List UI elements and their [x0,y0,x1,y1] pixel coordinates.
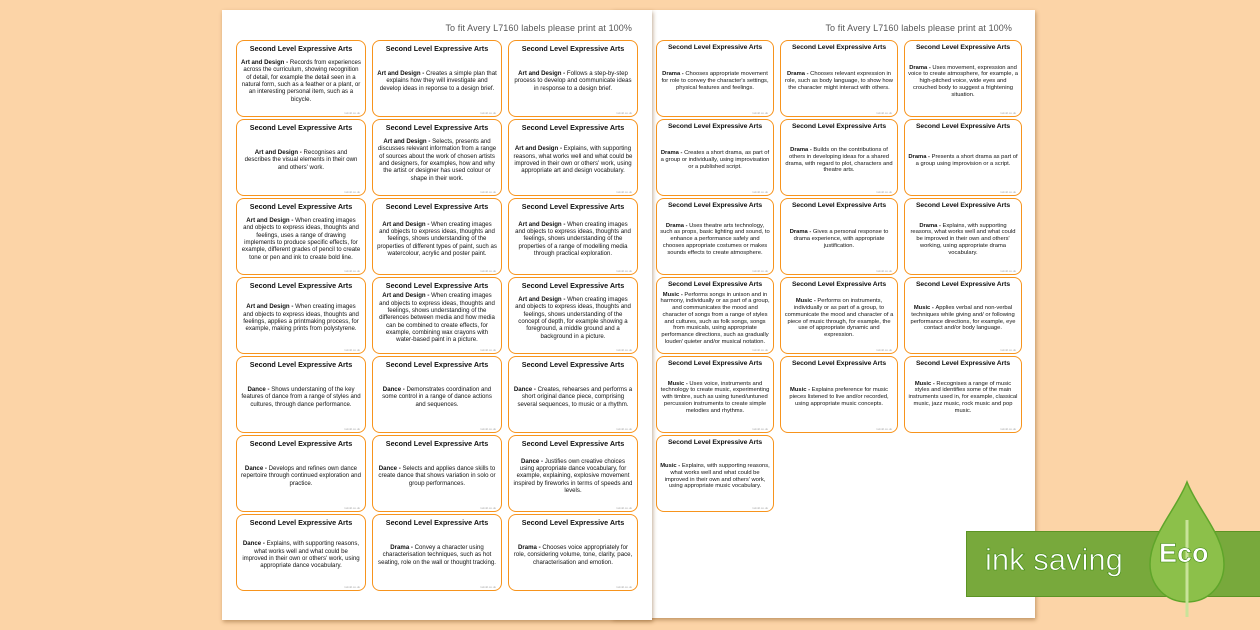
card-subject: Dance [382,386,402,394]
card-subject: Drama [662,71,681,78]
card-title: Second Level Expressive Arts [791,44,887,51]
card-subject: Art and Design [377,70,421,78]
card-title: Second Level Expressive Arts [667,202,763,209]
label-card [656,356,774,433]
label-card [508,277,638,354]
card-footer: twinkl.co.uk [616,585,632,589]
card-body: Music - Performs on instruments, individually or as part of a group, to communicate the mood and character of a piece of music through, for example, the use of appropriate dynamic and expression. [784,298,894,338]
label-card [236,356,366,433]
label-card [656,198,774,275]
label-card [372,435,502,512]
card-body: Dance - Demonstrates coordination and some control in a range of dance actions and sequences. [382,386,492,408]
card-title: Second Level Expressive Arts [521,439,625,448]
card-subject: Music [662,291,680,298]
card-footer: twinkl.co.uk [876,427,892,431]
label-card [656,40,774,117]
card-subject: Dance [242,540,262,548]
card-text: Creates a short drama, as part of a group or individually, using improvisation or a published script. [660,150,770,170]
label-card [508,514,638,591]
label-card [508,198,638,275]
card-text: Demonstrates coordination and some control in a range of dance actions and sequences. [382,386,492,408]
card-subject: Art and Design [383,138,427,146]
card-text: Creates, rehearses and performs a short original dance piece, comprising several sequences, to music or a rhythm. [517,386,633,408]
card-title: Second Level Expressive Arts [521,360,625,369]
card-body: Art and Design - When creating images and objects to express ideas, thoughts and feelings, applies a printmaking process, for example, making prints from polystyrene. [243,303,359,333]
card-body: Drama - Uses theatre arts technology, such as props, basic lighting and sound, to enhance a performance safely and chooses appropriate costumes or makes sounds effects to create atmosphere. [660,222,770,256]
card-footer: twinkl.co.uk [480,427,496,431]
card-body: Art and Design - Creates a simple plan that explains how they will investigate and develop ideas in reponse to a design brief. [377,70,497,92]
card-subject: Music [913,305,931,312]
label-card [904,356,1022,433]
card-body: Dance - Explains, with supporting reasons, what works well and what could be improved in their own or others' work, using appropriate dance vocabulary. [242,540,360,570]
label-card [236,40,366,117]
card-subject: Music [914,380,932,387]
card-title: Second Level Expressive Arts [667,44,763,51]
card-subject: Art and Design [241,59,285,67]
back-page [612,10,1035,618]
card-title: Second Level Expressive Arts [521,518,625,527]
card-footer: twinkl.co.uk [1000,269,1016,273]
card-footer: twinkl.co.uk [616,348,632,352]
card-footer: twinkl.co.uk [616,269,632,273]
card-text: Explains, with supporting reasons, what works well and what could be improved in their own or others' work, using appropriate dance vocabulary. [242,540,360,570]
card-subject: Drama [919,222,938,229]
card-subject: Music [660,463,677,470]
card-body: Drama - Chooses relevant expression in role, such as body language, to show how the character might interact with others. [785,71,893,91]
card-text: Presents a short drama as part of a group using improvision or a script. [915,153,1018,167]
card-text: When creating images and objects to express ideas, thoughts and feelings, shows understanding of the properties of different types of paint, such as watercolour, acrylic and poster paint. [377,220,497,257]
card-footer: twinkl.co.uk [344,506,360,510]
card-body: Art and Design - Records from experiences across the curriculum, showing recognition of detail, for example the detail seen in a natural form, such as a feather or a plant, or an interesting personal item, such as a bicycle. [241,59,361,103]
eco-label: Eco [1159,538,1209,568]
label-card [656,435,774,512]
eco-leaf-badge [1148,480,1226,620]
card-body: Art and Design - When creating images and objects to express ideas, thoughts and feelings, uses a range of drawing implements to produce specific effects, for example, different grades of pencil to create tone or pen and ink to create bold line. [241,217,361,261]
card-title: Second Level Expressive Arts [249,360,353,369]
card-footer: twinkl.co.uk [1000,348,1016,352]
card-text: Explains, with supporting reasons, what works well and what could be improved in their own and others' work, using appropriate music vocabulary. [664,463,770,490]
card-subject: Dance [244,465,264,473]
card-title: Second Level Expressive Arts [385,281,489,290]
card-subject: Music [790,387,807,394]
card-title: Second Level Expressive Arts [385,360,489,369]
card-footer: twinkl.co.uk [480,506,496,510]
label-card [780,356,898,433]
card-text: Gives a personal response to drama experience, with appropriate justification. [793,229,889,249]
card-body: Music - Explains preference for music pieces listened to live and/or recorded, using appropriate music concepts. [789,387,889,407]
card-subject: Art and Design [518,70,562,78]
card-text: When creating images and objects to express ideas, thoughts and feelings, shows understanding of the differences between media and how media can be combined to create effects, for example, combining wax crayons with water-based paint in a picture. [379,292,495,344]
card-title: Second Level Expressive Arts [915,44,1011,51]
card-title: Second Level Expressive Arts [249,439,353,448]
card-subject: Dance [378,465,398,473]
card-footer: twinkl.co.uk [752,190,768,194]
card-footer: twinkl.co.uk [344,585,360,589]
card-title: Second Level Expressive Arts [249,202,353,211]
card-title: Second Level Expressive Arts [249,123,353,132]
card-text: Selects and applies dance skills to create dance that shows variation in solo or group performances. [378,465,496,487]
card-title: Second Level Expressive Arts [667,439,763,446]
card-footer: twinkl.co.uk [752,269,768,273]
label-card [372,198,502,275]
card-footer: twinkl.co.uk [344,190,360,194]
label-card [236,514,366,591]
card-footer: twinkl.co.uk [1000,111,1016,115]
card-title: Second Level Expressive Arts [791,123,887,130]
card-text: Chooses relevant expression in role, such as body language, to show how the character might interact with others. [785,71,893,91]
card-title: Second Level Expressive Arts [915,202,1011,209]
label-card [904,198,1022,275]
card-body: Drama - Creates a short drama, as part of a group or individually, using improvisation or a published script. [660,150,770,170]
card-subject: Art and Design [246,303,290,311]
card-title: Second Level Expressive Arts [915,123,1011,130]
label-card [904,40,1022,117]
label-card [904,119,1022,196]
card-title: Second Level Expressive Arts [385,44,489,53]
card-footer: twinkl.co.uk [616,111,632,115]
card-text: Explains, with supporting reasons, what works well and what could be improved in their own and others' working, using appropriate drama vocabulary. [910,222,1016,256]
card-subject: Music [795,298,813,305]
card-footer: twinkl.co.uk [1000,190,1016,194]
card-title: Second Level Expressive Arts [385,439,489,448]
card-footer: twinkl.co.uk [480,585,496,589]
card-text: When creating images and objects to express ideas, thoughts and feelings, uses a range of drawing implements to produce specific effects, for example, different grades of pencil to create tone or pen and ink to create bold line. [241,217,361,261]
card-text: Convey a character using characterisation techniques, such as hot seating, role on the wall or thought tracking. [378,544,496,566]
label-card [780,198,898,275]
card-body: Art and Design - Selects, presents and discusses relevant information from a range of sources about the work of chosen artists and designers, for examples, how and why the artist or designer has used colour or shape in their work. [377,138,497,182]
card-footer: twinkl.co.uk [344,427,360,431]
card-subject: Dance [247,386,266,394]
label-card [372,356,502,433]
card-subject: Drama [789,229,808,236]
card-text: Recognises and describes the visual elements in their own and others' work. [244,149,358,171]
card-title: Second Level Expressive Arts [791,281,887,288]
card-title: Second Level Expressive Arts [667,281,763,288]
card-subject: Drama [390,544,410,552]
card-text: Applies verbal and non-verbal techniques while giving and/ or following performance directions, for example, eye contact and/or body language. [910,305,1016,332]
card-title: Second Level Expressive Arts [385,518,489,527]
card-footer: twinkl.co.uk [752,348,768,352]
card-footer: twinkl.co.uk [1000,427,1016,431]
card-footer: twinkl.co.uk [480,190,496,194]
label-card [508,435,638,512]
card-footer: twinkl.co.uk [480,269,496,273]
card-title: Second Level Expressive Arts [667,123,763,130]
card-footer: twinkl.co.uk [616,190,632,194]
card-body: Art and Design - When creating images and objects to express ideas, thoughts and feelings, shows understanding of the differences between media and how media can be combined to create effects, for example, combining wax crayons with water-based paint in a picture. [379,292,495,344]
card-text: Explains preference for music pieces listened to live and/or recorded, using appropriate music concepts. [789,387,889,407]
card-title: Second Level Expressive Arts [667,360,763,367]
card-body: Drama - Convey a character using characterisation techniques, such as hot seating, role on the wall or thought tracking. [378,544,496,566]
card-body: Music - Performs songs in unison and in harmony, individually or as part of a group, and communicates the mood and character of songs from a range of styles and cultures, such as folk songs, songs from musicals, using appropriate performance directions, such as gradually louder/ quieter and/or musical notation. [660,291,770,345]
card-text: Uses theatre arts technology, such as props, basic lighting and sound, to enhance a performance safely and chooses appropriate costumes or makes sounds effects to create atmosphere. [660,222,770,256]
print-note: To fit Avery L7160 labels please print at 100% [825,23,1012,33]
card-footer: twinkl.co.uk [752,111,768,115]
label-card [372,119,502,196]
card-text: When creating images and objects to express ideas, thoughts and feelings, applies a printmaking process, for example, making prints from polystyrene. [243,303,359,333]
card-body: Dance - Shows understaning of the key features of dance from a range of styles and cultures, through dance performance. [241,386,361,408]
card-footer: twinkl.co.uk [344,348,360,352]
card-title: Second Level Expressive Arts [915,360,1011,367]
card-subject: Art and Design [246,217,290,225]
card-title: Second Level Expressive Arts [385,123,489,132]
card-text: Follows a step-by-step process to develop and communicate ideas in response to a design brief. [514,70,632,92]
card-footer: twinkl.co.uk [480,111,496,115]
card-subject: Drama [790,147,809,154]
card-subject: Drama [908,153,927,160]
card-body: Dance - Develops and refines own dance repertoire through continued exploration and practice. [241,465,361,487]
card-body: Drama - Uses movement, expression and voice to create atmosphere, for example, a high-pitched voice, wide eyes and crouched body to suggest a frightening situation. [908,64,1018,98]
card-title: Second Level Expressive Arts [791,202,887,209]
label-card [656,277,774,354]
card-footer: twinkl.co.uk [752,506,768,510]
card-subject: Art and Design [518,220,562,228]
card-text: Chooses voice appropriately for role, considering volume, tone, clarity, pace, characterisation and emotion. [513,544,633,566]
card-subject: Dance [521,457,540,465]
card-text: Uses voice, instruments and technology to create music, experimenting with timbre, such as using tuned/untuned percussion instruments to create simple melodies and rhythms. [660,380,770,414]
label-card [656,119,774,196]
card-body: Music - Uses voice, instruments and technology to create music, experimenting with timbre, such as using tuned/untuned percussion instruments to create simple melodies and rhythms. [660,380,770,414]
card-title: Second Level Expressive Arts [521,202,625,211]
card-text: When creating images and objects to express ideas, thoughts and feelings, shows understanding of the concept of depth, for example showing a foreground, a middle ground and a background in a picture. [515,296,631,340]
card-title: Second Level Expressive Arts [915,281,1011,288]
card-body: Drama - Chooses appropriate movement for role to convey the character's settings, physical features and feelings. [661,71,769,91]
card-subject: Drama [660,150,679,157]
card-title: Second Level Expressive Arts [521,123,625,132]
card-subject: Drama [517,544,537,552]
card-text: Builds on the contributions of others in developing ideas for a shared drama, with regard to plot, characters and theatre arts. [785,147,893,174]
card-footer: twinkl.co.uk [876,269,892,273]
card-footer: twinkl.co.uk [616,427,632,431]
label-card [236,198,366,275]
card-title: Second Level Expressive Arts [385,202,489,211]
card-text: Records from experiences across the curriculum, showing recognition of detail, for example the detail seen in a natural form, such as a feather or a plant, or an interesting personal item, such as a bicycle. [241,59,361,103]
card-title: Second Level Expressive Arts [521,281,625,290]
card-text: Develops and refines own dance repertoire through continued exploration and practice. [241,465,361,487]
card-body: Art and Design - When creating images and objects to express ideas, thoughts and feelings, shows understanding of the properties of a range of modelling media through practical exploration. [515,220,631,257]
card-text: Recognises a range of music styles and identifies some of the main instruments used in, for example, classical music, jazz music, rock music and pop music. [908,380,1018,414]
card-title: Second Level Expressive Arts [791,360,887,367]
label-card [236,119,366,196]
label-card [508,356,638,433]
card-subject: Art and Design [254,149,299,157]
card-subject: Art and Design [382,292,426,300]
card-body: Music - Recognises a range of music styles and identifies some of the main instruments used in, for example, classical music, jazz music, rock music and pop music. [908,380,1018,414]
card-title: Second Level Expressive Arts [521,44,625,53]
card-footer: twinkl.co.uk [480,348,496,352]
label-card [372,40,502,117]
print-note: To fit Avery L7160 labels please print at 100% [445,23,632,33]
card-body: Music - Explains, with supporting reasons, what works well and what could be improved in their own and others' work, using appropriate music vocabulary. [660,463,770,490]
card-footer: twinkl.co.uk [752,427,768,431]
label-card [372,277,502,354]
card-text: Performs on instruments, individually or as part of a group, to communicate the mood and character of a piece of music through, for example, the use of appropriate dynamic and expression. [784,298,894,338]
card-body: Dance - Selects and applies dance skills to create dance that shows variation in solo or group performances. [378,465,496,487]
card-subject: Art and Design [382,220,426,228]
card-text: Chooses appropriate movement for role to convey the character's settings, physical features and feelings. [661,71,769,91]
card-body: Art and Design - When creating images and objects to express ideas, thoughts and feelings, shows understanding of the concept of depth, for example showing a foreground, a middle ground and a background in a picture. [515,296,631,340]
card-title: Second Level Expressive Arts [249,518,353,527]
card-subject: Drama [786,71,805,78]
card-subject: Drama [909,64,928,71]
card-body: Art and Design - When creating images and objects to express ideas, thoughts and feelings, shows understanding of the properties of different types of paint, such as watercolour, acrylic and poster paint. [377,220,497,257]
card-text: Creates a simple plan that explains how they will investigate and develop ideas in reponse to a design brief. [379,70,497,92]
card-body: Drama - Gives a personal response to drama experience, with appropriate justification. [789,229,889,249]
front-page [222,10,652,620]
label-card [236,277,366,354]
label-card [372,514,502,591]
card-footer: twinkl.co.uk [616,506,632,510]
card-footer: twinkl.co.uk [876,190,892,194]
card-footer: twinkl.co.uk [876,111,892,115]
card-body: Art and Design - Follows a step-by-step process to develop and communicate ideas in response to a design brief. [514,70,632,92]
label-card [780,277,898,354]
card-text: Shows understaning of the key features of dance from a range of styles and cultures, through dance performance. [241,386,361,408]
label-card [780,40,898,117]
label-card [508,119,638,196]
card-footer: twinkl.co.uk [344,269,360,273]
card-subject: Dance [513,386,533,394]
card-text: Performs songs in unison and in harmony, individually or as part of a group, and communicates the mood and character of songs from a range of styles and cultures, such as folk songs, songs from musicals, using appropriate performance directions, such as gradually louder/ quieter and/or musical notation. [660,291,770,345]
card-body: Art and Design - Recognises and describes the visual elements in their own and others' work. [244,149,358,171]
card-subject: Drama [665,222,684,229]
label-card [508,40,638,117]
label-card [780,119,898,196]
label-card [236,435,366,512]
card-body: Drama - Chooses voice appropriately for role, considering volume, tone, clarity, pace, characterisation and emotion. [513,544,633,566]
ink-saving-label: ink saving [985,542,1123,577]
card-body: Dance - Creates, rehearses and performs a short original dance piece, comprising several sequences, to music or a rhythm. [513,386,633,408]
card-text: Uses movement, expression and voice to create atmosphere, for example, a high-pitched voice, wide eyes and crouched body to suggest a frightening situation. [908,64,1018,98]
card-body: Dance - Justifies own creative choices using appropriate dance vocabulary, for example, explaining, explosive movement inspired by fireworks in terms of speeds and levels. [513,457,633,494]
card-title: Second Level Expressive Arts [249,44,353,53]
card-body: Music - Applies verbal and non-verbal techniques while giving and/ or following performance directions, for example, eye contact and/or body language. [910,305,1016,332]
card-body: Drama - Presents a short drama as part of a group using improvision or a script. [908,153,1018,167]
card-title: Second Level Expressive Arts [249,281,353,290]
card-body: Drama - Builds on the contributions of others in developing ideas for a shared drama, with regard to plot, characters and theatre arts. [785,147,893,174]
card-text: Explains, with supporting reasons, what works well and what could be improved in their own or others' work, using appropriate art and design vocabulary. [513,145,633,175]
card-body: Drama - Explains, with supporting reasons, what works well and what could be improved in their own and others' working, using appropriate drama vocabulary. [910,222,1016,256]
card-subject: Music [667,380,685,387]
card-subject: Art and Design [518,296,562,304]
card-body: Art and Design - Explains, with supporting reasons, what works well and what could be improved in their own or others' work, using appropriate art and design vocabulary. [513,145,633,175]
card-text: When creating images and objects to express ideas, thoughts and feelings, shows understanding of the properties of a range of modelling media through practical exploration. [515,220,631,257]
label-card [904,277,1022,354]
card-text: Justifies own creative choices using appropriate dance vocabulary, for example, explaining, explosive movement inspired by fireworks in terms of speeds and levels. [513,457,633,494]
card-footer: twinkl.co.uk [344,111,360,115]
card-text: Selects, presents and discusses relevant information from a range of sources about the work of chosen artists and designers, for examples, how and why the artist or designer has used colour or shape in their work. [377,138,497,182]
card-footer: twinkl.co.uk [876,348,892,352]
card-subject: Art and Design [514,145,559,153]
